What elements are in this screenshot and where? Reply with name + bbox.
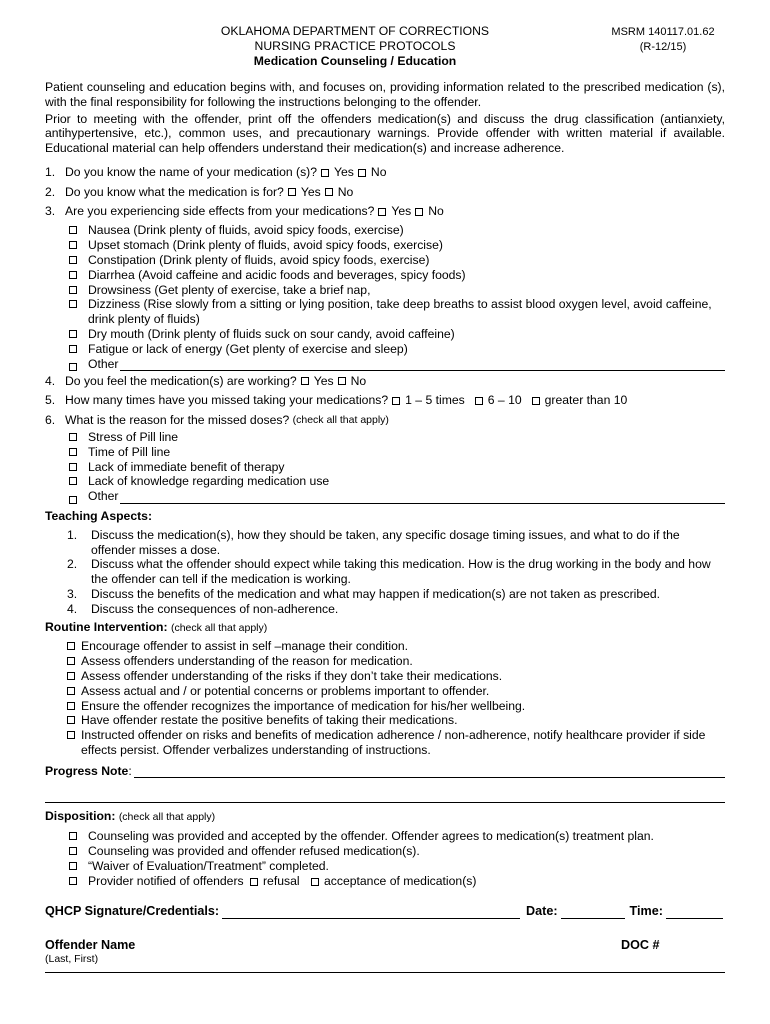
q5-opt1-checkbox[interactable] <box>392 397 400 405</box>
list-item: Fatigue or lack of energy (Get plenty of exercise and sleep) <box>69 342 725 357</box>
list-item: Time of Pill line <box>69 445 725 460</box>
side-effect-checkbox[interactable] <box>69 286 77 294</box>
side-effect-checkbox[interactable] <box>69 226 77 234</box>
list-item: Assess offenders understanding of the reason for medication. <box>67 654 725 669</box>
side-effect-other: Other <box>69 357 725 372</box>
list-item: Dizziness (Rise slowly from a sitting or lying position, take deep breaths to assist blood oxygen level, avoid caffeine, drink plenty of fluids) <box>69 297 725 327</box>
q1-no-checkbox[interactable] <box>358 169 366 177</box>
q4-no-checkbox[interactable] <box>338 377 346 385</box>
disposition-heading: Disposition: (check all that apply) <box>45 809 216 824</box>
side-effect-checkbox[interactable] <box>69 330 77 338</box>
list-item: Dry mouth (Drink plenty of fluids suck on sour candy, avoid caffeine) <box>69 327 725 342</box>
offender-name-label: Offender Name <box>45 938 136 953</box>
disposition-checkbox[interactable] <box>69 847 77 855</box>
q3-yes-checkbox[interactable] <box>378 208 386 216</box>
side-effect-other-checkbox[interactable] <box>69 363 77 371</box>
form-revision: (R-12/15) <box>639 41 687 53</box>
list-item: “Waiver of Evaluation/Treatment” completed. <box>69 859 725 874</box>
list-item: 2. Discuss what the offender should expect while taking this medication. How is the drug working in the body and how the offender can tell if the medication is working. <box>67 557 711 587</box>
question-3: 3. Are you experiencing side effects from your medications? Yes No <box>45 204 444 219</box>
teaching-heading: Teaching Aspects: <box>45 508 153 523</box>
list-item: Counseling was provided and accepted by the offender. Offender agrees to medication(s) treatment plan. <box>69 829 725 844</box>
signature-field[interactable] <box>222 906 520 919</box>
missed-reason-other-checkbox[interactable] <box>69 496 77 504</box>
disposition-checkbox[interactable] <box>69 862 77 870</box>
progress-note-row: Progress Note : <box>45 764 725 779</box>
missed-reason-other: Other <box>69 489 725 504</box>
side-effect-checkbox[interactable] <box>69 345 77 353</box>
q5-opt3-checkbox[interactable] <box>532 397 540 405</box>
routine-heading: Routine Intervention: (check all that apply) <box>45 619 268 634</box>
protocol-subtitle: NURSING PRACTICE PROTOCOLS <box>254 39 456 53</box>
date-label: Date: <box>526 904 558 919</box>
disposition-checkbox[interactable] <box>69 832 77 840</box>
side-effect-checkbox[interactable] <box>69 300 77 308</box>
question-list <box>45 163 725 504</box>
intro-paragraph-1: Patient counseling and education begins with, and focuses on, providing information related to the prescribed medication (s), with the final responsibility for following the instructions belonging to the offender. <box>45 80 725 109</box>
side-effect-other-field[interactable] <box>120 359 725 371</box>
routine-checkbox[interactable] <box>67 642 75 650</box>
q3-no-checkbox[interactable] <box>415 208 423 216</box>
question-5: 5. How many times have you missed taking your medications? 1 – 5 times 6 – 10 greater than 10 <box>45 393 628 408</box>
list-item: 4. Discuss the consequences of non-adherence. <box>67 601 339 616</box>
side-effects-list <box>69 223 725 371</box>
list-item: Have offender restate the positive benefits of taking their medications. <box>67 713 725 728</box>
list-item: Constipation (Drink plenty of fluids, avoid spicy foods, exercise) <box>69 253 725 268</box>
date-field[interactable] <box>561 906 625 919</box>
form-header <box>45 24 725 70</box>
org-name: OKLAHOMA DEPARTMENT OF CORRECTIONS <box>220 24 490 38</box>
routine-checkbox[interactable] <box>67 702 75 710</box>
offender-name-hint: (Last, First) <box>45 953 99 966</box>
form-title: Medication Counseling / Education <box>253 54 457 68</box>
form-page <box>45 24 725 973</box>
side-effect-checkbox[interactable] <box>69 256 77 264</box>
teaching-list <box>67 528 725 617</box>
acceptance-checkbox[interactable] <box>311 878 319 886</box>
progress-note-label: Progress Note <box>45 763 129 778</box>
q2-yes-checkbox[interactable] <box>288 188 296 196</box>
routine-checkbox[interactable] <box>67 687 75 695</box>
list-item: Lack of knowledge regarding medication use <box>69 474 725 489</box>
time-field[interactable] <box>666 906 723 919</box>
q1-yes-checkbox[interactable] <box>321 169 329 177</box>
time-label: Time: <box>629 904 663 919</box>
disposition-list <box>69 829 725 888</box>
doc-number-label: DOC # <box>621 938 660 953</box>
routine-list <box>45 639 725 757</box>
list-item: Counseling was provided and offender refused medication(s). <box>69 844 725 859</box>
provider-notified-checkbox[interactable] <box>69 877 77 885</box>
form-number: MSRM 140117.01.62 <box>611 26 715 38</box>
question-6: 6. What is the reason for the missed doses? (check all that apply) <box>45 412 389 427</box>
list-item: Drowsiness (Get plenty of exercise, take a brief nap, <box>69 283 725 298</box>
side-effect-checkbox[interactable] <box>69 241 77 249</box>
list-item: 1. Discuss the medication(s), how they should be taken, any specific dosage timing issues, and what to do if the offender misses a dose. <box>67 527 680 557</box>
progress-note-line-2[interactable] <box>45 778 725 803</box>
question-2: 2. Do you know what the medication is for? Yes No <box>45 184 354 199</box>
list-item: 3. Discuss the benefits of the medication and what may happen if medication(s) are not taken as prescribed. <box>67 586 661 601</box>
list-item: Provider notified of offenders refusal acceptance of medication(s) <box>69 874 725 889</box>
routine-checkbox[interactable] <box>67 657 75 665</box>
list-item: Encourage offender to assist in self –manage their condition. <box>67 639 725 654</box>
progress-note-field[interactable] <box>134 766 725 778</box>
missed-reason-checkbox[interactable] <box>69 433 77 441</box>
q5-opt2-checkbox[interactable] <box>475 397 483 405</box>
list-item: Nausea (Drink plenty of fluids, avoid spicy foods, exercise) <box>69 223 725 238</box>
list-item: Diarrhea (Avoid caffeine and acidic foods and beverages, spicy foods) <box>69 268 725 283</box>
q2-no-checkbox[interactable] <box>325 188 333 196</box>
refusal-checkbox[interactable] <box>250 878 258 886</box>
list-item: Instructed offender on risks and benefits of medication adherence / non-adherence, notify healthcare provider if side effects persist. Offender verbalizes understanding of instructions. <box>67 728 725 758</box>
list-item: Stress of Pill line <box>69 430 725 445</box>
list-item: Lack of immediate benefit of therapy <box>69 460 725 475</box>
list-item: Assess actual and / or potential concerns or problems important to offender. <box>67 684 725 699</box>
list-item: Assess offender understanding of the risks if they don’t take their medications. <box>67 669 725 684</box>
q4-yes-checkbox[interactable] <box>301 377 309 385</box>
missed-reason-other-field[interactable] <box>120 492 725 504</box>
list-item: Upset stomach (Drink plenty of fluids, avoid spicy foods, exercise) <box>69 238 725 253</box>
intro-paragraph-2: Prior to meeting with the offender, print off the offenders medication(s) and discuss the drug classification (antianxiety, antihypertensive, etc.), common uses, and precautionary warnings. Provide offender with written material if available. Educational material can help offenders understand their medication(s) and increase adherence. <box>45 111 725 156</box>
missed-reason-checkbox[interactable] <box>69 448 77 456</box>
signature-row <box>45 904 725 919</box>
missed-reason-checkbox[interactable] <box>69 477 77 485</box>
routine-checkbox[interactable] <box>67 672 75 680</box>
routine-checkbox[interactable] <box>67 716 75 724</box>
side-effect-checkbox[interactable] <box>69 271 77 279</box>
routine-checkbox[interactable] <box>67 731 75 739</box>
offender-underline[interactable] <box>45 972 725 973</box>
list-item: Ensure the offender recognizes the importance of medication for his/her wellbeing. <box>67 699 725 714</box>
signature-label: QHCP Signature/Credentials: <box>45 904 220 919</box>
missed-reason-checkbox[interactable] <box>69 463 77 471</box>
missed-reasons-list <box>69 430 725 504</box>
question-4: 4. Do you feel the medication(s) are working? Yes No <box>45 373 367 388</box>
question-1: 1. Do you know the name of your medication (s)? Yes No <box>45 165 387 180</box>
offender-block <box>45 938 725 970</box>
